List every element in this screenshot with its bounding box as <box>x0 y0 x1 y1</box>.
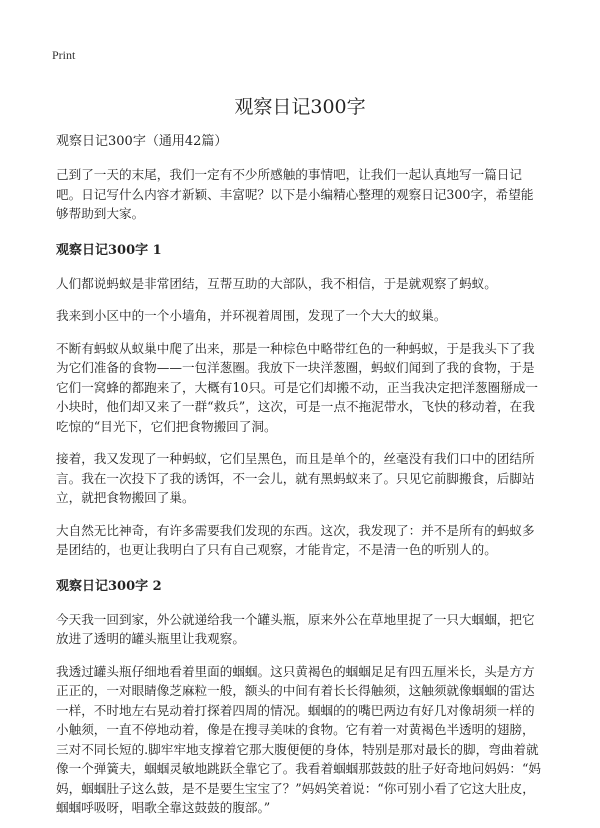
section-heading-2: 观察日记300字 2 <box>56 578 162 594</box>
section-2-paragraph: 今天我一回到家，外公就递给我一个罐头瓶，原来外公在草地里捉了一只大蝈蝈，把它放进了透明的罐头瓶里让我观察。 <box>56 611 535 646</box>
intro-paragraph: 己到了一天的末尾，我们一定有不少所感触的事情吧，让我们一起认真地写一篇日记吧。日记写什么内容才新颖、丰富呢？以下是小编精心整理的观察日记300字，希望能够帮助到大家。 <box>56 167 534 221</box>
page-title: 观察日记300字 <box>234 96 366 118</box>
document-subtitle: 观察日记300字（通用42篇） <box>56 134 228 149</box>
section-heading-1: 观察日记300字 1 <box>56 242 162 258</box>
section-1-paragraph: 接着，我又发现了一种蚂蚁，它们呈黑色，而且是单个的，丝毫没有我们口中的团结所言。我在一次投下了我的诱饵，不一会儿，就有黑蚂蚁来了。只见它前脚搬食，后脚站立，就把食物搬回了巢。 <box>56 451 535 505</box>
section-2-paragraph: 我透过罐头瓶仔细地看着里面的蝈蝈。这只黄褐色的蝈蝈足足有四五厘米长，头是方方正正的，一对眼睛像芝麻粒一般，额头的中间有着长长得触须，这触须就像蝈蝈的雷达一样，不时地左右晃动着打探着四周的情况。蝈蝈的的嘴巴两边有好几对像胡须一样的小触须，一直不停地动着，像是在搜寻美味的食物。它有着一对黄褐色半透明的翅膀，三对不同长短的.脚牢牢地支撑着它那大腹便便的身体，特别是那对最长的脚，弯曲着就像一个弹簧夫，蝈蝈灵敏地跳跃全靠它了。我看着蝈蝈那鼓鼓的肚子好奇地问妈妈：“妈妈，蝈蝈肚子这么鼓，是不是要生宝宝了？”妈妈笑着说：“你可别小看了它这大肚皮，蝈蝈呼吸呀，唱歌全靠这鼓鼓的腹部。” <box>56 663 542 815</box>
section-1-paragraph: 人们都说蚂蚁是非常团结，互帮互助的大部队，我不相信，于是就观察了蚂蚁。 <box>56 275 497 291</box>
section-1-paragraph: 不断有蚂蚁从蚁巢中爬了出来，那是一种棕色中略带红色的一种蚂蚁，于是我头下了我为它们准备的食物——一包洋葱圈。我放下一块洋葱圈，蚂蚁们闻到了我的食物，于是它们一窝蜂的都跑来了，大概有10只。可是它们却搬不动，正当我决定把洋葱圈掰成一小块时，他们却又来了一群“救兵”，这次，可是一点不拖泥带水，飞快的移动着，在我吃惊的“目光下，它们把食物搬回了洞。 <box>56 340 538 434</box>
section-1-paragraph: 大自然无比神奇，有许多需要我们发现的东西。这次，我发现了：并不是所有的蚂蚁多是团结的，也更让我明白了只有自己观察，才能肯定，不是清一色的听别人的。 <box>56 522 535 557</box>
section-1-paragraph: 我来到小区中的一个小墙角，并环视着周围，发现了一个大大的蚁巢。 <box>56 308 447 323</box>
print-link[interactable]: Print <box>52 48 76 62</box>
